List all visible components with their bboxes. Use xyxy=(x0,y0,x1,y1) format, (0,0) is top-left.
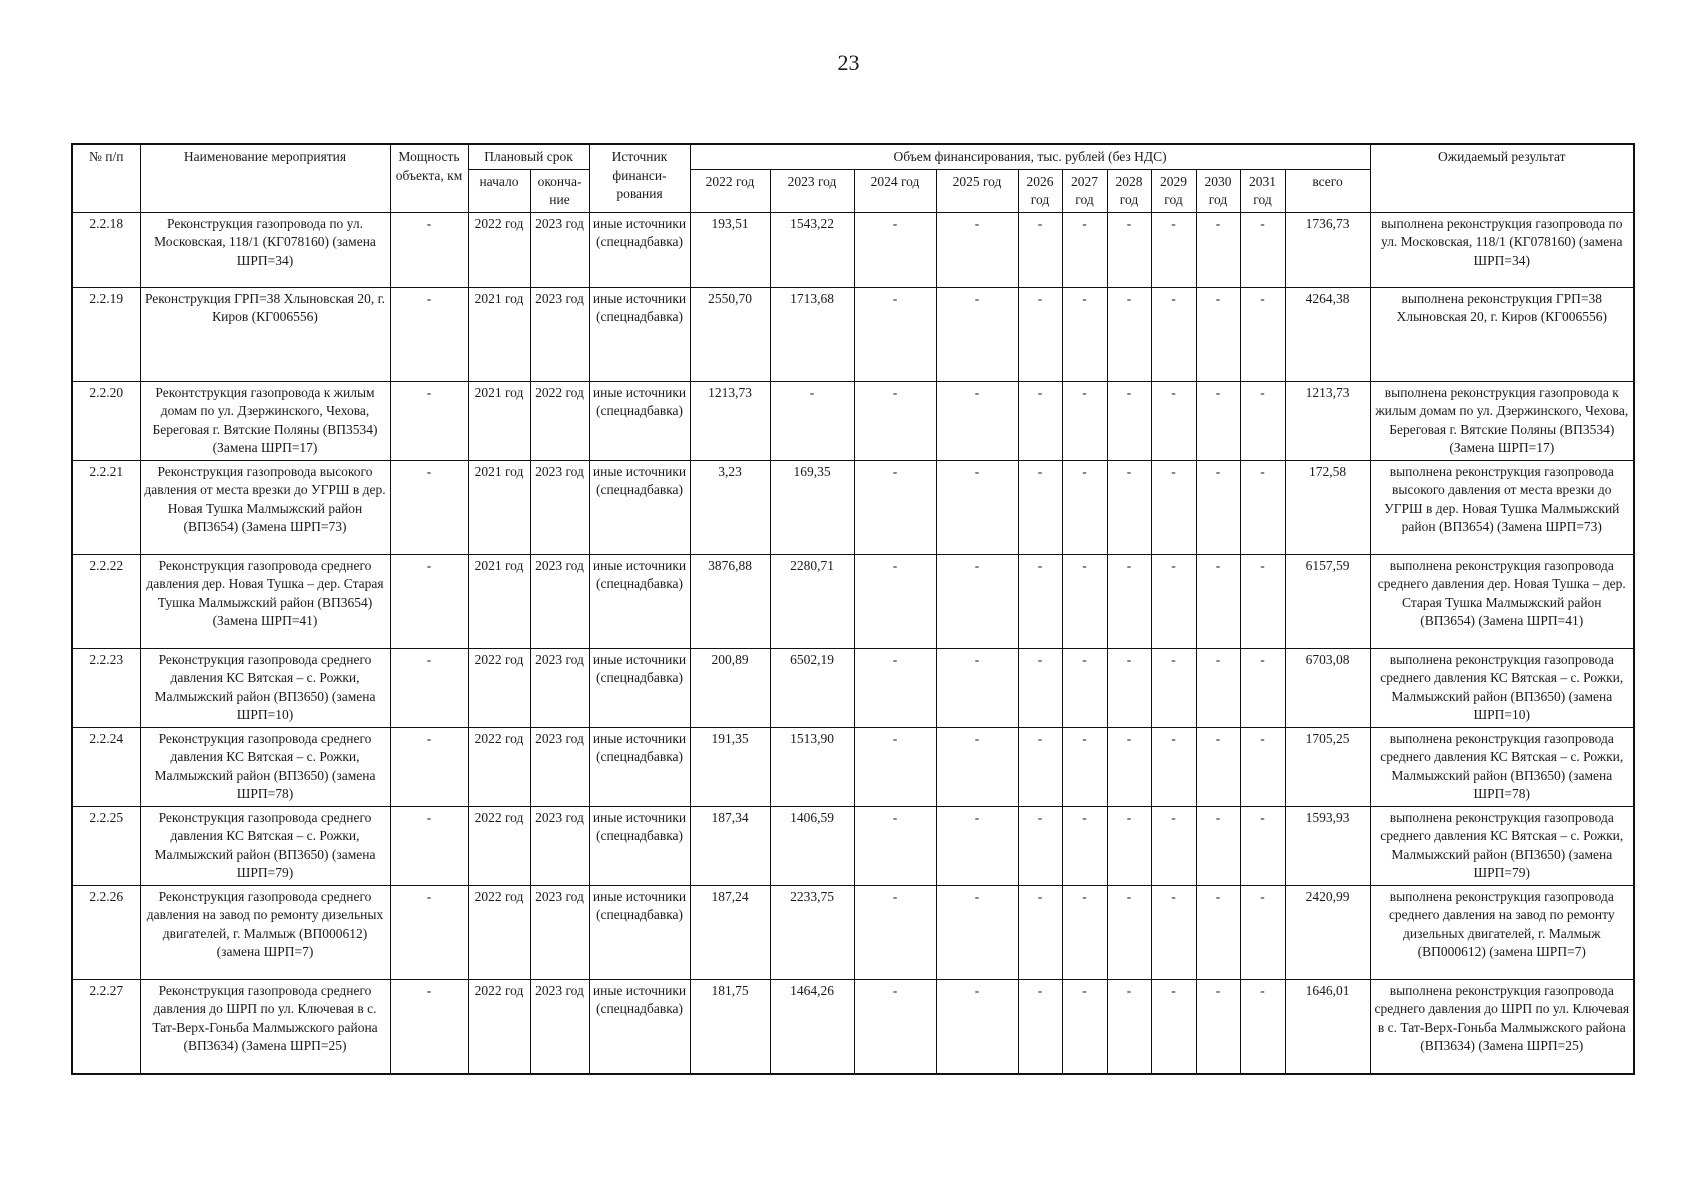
row-year-value: - xyxy=(1062,287,1107,381)
table-row xyxy=(72,648,1634,727)
row-name: Реконструкция газопровода среднего давления КС Вятская – с. Рожки, Малмыжский район (ВП3650) (замена ШРП=10) xyxy=(140,648,390,727)
row-start: 2022 год xyxy=(468,806,530,885)
row-year-value: - xyxy=(1151,287,1196,381)
financing-table xyxy=(71,143,1635,1075)
row-year-value: - xyxy=(854,554,936,648)
row-capacity: - xyxy=(390,979,468,1074)
row-year-value: - xyxy=(1240,287,1285,381)
row-num: 2.2.18 xyxy=(72,212,140,287)
row-end: 2023 год xyxy=(530,727,589,806)
row-total: 1705,25 xyxy=(1285,727,1370,806)
header-year: 2031 год xyxy=(1240,169,1285,212)
row-source: иные источники (спецнадбавка) xyxy=(589,212,690,287)
row-year-value: 187,34 xyxy=(690,806,770,885)
header-volume: Объем финансирования, тыс. рублей (без НДС) xyxy=(690,144,1370,169)
table-row xyxy=(72,212,1634,287)
row-year-value: - xyxy=(1062,381,1107,460)
row-name: Реконструкция газопровода среднего давления до ШРП по ул. Ключевая в с. Тат-Верх-Гоньба Малмыжского района (ВП3634) (Замена ШРП=25) xyxy=(140,979,390,1074)
row-total: 1646,01 xyxy=(1285,979,1370,1074)
row-start: 2022 год xyxy=(468,648,530,727)
header-year: 2026 год xyxy=(1018,169,1062,212)
row-year-value: - xyxy=(1107,212,1151,287)
row-name: Реконструкция ГРП=38 Хлыновская 20, г. Киров (КГ006556) xyxy=(140,287,390,381)
row-year-value: - xyxy=(1062,554,1107,648)
row-source: иные источники (спецнадбавка) xyxy=(589,727,690,806)
row-end: 2023 год xyxy=(530,287,589,381)
row-year-value: - xyxy=(936,287,1018,381)
row-year-value: 1213,73 xyxy=(690,381,770,460)
row-end: 2023 год xyxy=(530,554,589,648)
header-total: всего xyxy=(1285,169,1370,212)
row-year-value: - xyxy=(936,554,1018,648)
row-num: 2.2.26 xyxy=(72,885,140,979)
row-year-value: - xyxy=(854,727,936,806)
row-year-value: - xyxy=(1107,381,1151,460)
header-year: 2030 год xyxy=(1196,169,1240,212)
row-end: 2023 год xyxy=(530,648,589,727)
header-source: Источник финанси-рования xyxy=(589,144,690,212)
row-year-value: - xyxy=(1240,648,1285,727)
row-result: выполнена реконструкция газопровода к жилым домам по ул. Дзержинского, Чехова, Береговая г. Вятские Поляны (ВП3534) (Замена ШРП=17) xyxy=(1370,381,1634,460)
row-year-value: - xyxy=(1107,648,1151,727)
row-year-value: - xyxy=(1018,554,1062,648)
row-capacity: - xyxy=(390,554,468,648)
row-year-value: - xyxy=(1240,381,1285,460)
row-year-value: - xyxy=(936,979,1018,1074)
row-year-value: 181,75 xyxy=(690,979,770,1074)
row-year-value: - xyxy=(1196,381,1240,460)
row-year-value: - xyxy=(1062,885,1107,979)
row-year-value: 200,89 xyxy=(690,648,770,727)
row-year-value: - xyxy=(1151,727,1196,806)
row-start: 2021 год xyxy=(468,381,530,460)
row-result: выполнена реконструкция газопровода среднего давления до ШРП по ул. Ключевая в с. Тат-Верх-Гоньба Малмыжского района (ВП3634) (Замена ШРП=25) xyxy=(1370,979,1634,1074)
row-year-value: - xyxy=(1107,806,1151,885)
row-year-value: - xyxy=(1196,648,1240,727)
row-total: 1593,93 xyxy=(1285,806,1370,885)
row-source: иные источники (спецнадбавка) xyxy=(589,460,690,554)
row-num: 2.2.19 xyxy=(72,287,140,381)
row-year-value: - xyxy=(1062,648,1107,727)
row-year-value: - xyxy=(1196,554,1240,648)
row-year-value: - xyxy=(1151,885,1196,979)
row-year-value: - xyxy=(1240,979,1285,1074)
header-term: Плановый срок xyxy=(468,144,589,169)
row-year-value: - xyxy=(854,885,936,979)
row-num: 2.2.21 xyxy=(72,460,140,554)
row-year-value: - xyxy=(1018,212,1062,287)
row-year-value: - xyxy=(854,806,936,885)
row-year-value: - xyxy=(936,806,1018,885)
table-row xyxy=(72,287,1634,381)
row-year-value: - xyxy=(1240,727,1285,806)
row-year-value: - xyxy=(936,648,1018,727)
row-year-value: - xyxy=(1018,381,1062,460)
row-year-value: - xyxy=(1018,287,1062,381)
row-year-value: - xyxy=(1196,806,1240,885)
row-total: 6703,08 xyxy=(1285,648,1370,727)
row-year-value: - xyxy=(854,648,936,727)
row-year-value: - xyxy=(854,979,936,1074)
row-num: 2.2.25 xyxy=(72,806,140,885)
row-year-value: 2233,75 xyxy=(770,885,854,979)
page-number: 23 xyxy=(837,50,860,75)
row-year-value: - xyxy=(1018,460,1062,554)
header-year: 2028 год xyxy=(1107,169,1151,212)
row-year-value: - xyxy=(1240,212,1285,287)
row-year-value: - xyxy=(1196,727,1240,806)
row-year-value: - xyxy=(1107,287,1151,381)
row-year-value: - xyxy=(936,727,1018,806)
row-start: 2022 год xyxy=(468,885,530,979)
header-capacity: Мощность объекта, км xyxy=(390,144,468,212)
row-year-value: - xyxy=(1018,885,1062,979)
row-capacity: - xyxy=(390,460,468,554)
header-term-end: оконча-ние xyxy=(530,169,589,212)
row-start: 2021 год xyxy=(468,554,530,648)
row-end: 2023 год xyxy=(530,212,589,287)
row-end: 2023 год xyxy=(530,460,589,554)
row-year-value: - xyxy=(1240,885,1285,979)
table-row xyxy=(72,554,1634,648)
row-result: выполнена реконструкция газопровода среднего давления КС Вятская – с. Рожки, Малмыжский район (ВП3650) (замена ШРП=79) xyxy=(1370,806,1634,885)
header-year: 2027 год xyxy=(1062,169,1107,212)
header-year: 2022 год xyxy=(690,169,770,212)
row-year-value: 6502,19 xyxy=(770,648,854,727)
row-year-value: 193,51 xyxy=(690,212,770,287)
row-year-value: 169,35 xyxy=(770,460,854,554)
row-year-value: - xyxy=(1196,212,1240,287)
row-year-value: - xyxy=(1151,554,1196,648)
table-row xyxy=(72,727,1634,806)
row-capacity: - xyxy=(390,885,468,979)
row-capacity: - xyxy=(390,287,468,381)
header-name: Наименование мероприятия xyxy=(140,144,390,212)
row-year-value: - xyxy=(936,460,1018,554)
row-capacity: - xyxy=(390,727,468,806)
row-end: 2023 год xyxy=(530,979,589,1074)
table-row xyxy=(72,460,1634,554)
row-year-value: - xyxy=(1062,212,1107,287)
row-year-value: - xyxy=(1062,806,1107,885)
row-end: 2022 год xyxy=(530,381,589,460)
row-year-value: 1513,90 xyxy=(770,727,854,806)
row-total: 1736,73 xyxy=(1285,212,1370,287)
row-year-value: - xyxy=(1062,460,1107,554)
row-source: иные источники (спецнадбавка) xyxy=(589,806,690,885)
row-name: Реконтструкция газопровода к жилым домам по ул. Дзержинского, Чехова, Береговая г. Вятские Поляны (ВП3534) (Замена ШРП=17) xyxy=(140,381,390,460)
row-year-value: - xyxy=(1151,212,1196,287)
row-year-value: 191,35 xyxy=(690,727,770,806)
row-total: 4264,38 xyxy=(1285,287,1370,381)
row-num: 2.2.23 xyxy=(72,648,140,727)
row-year-value: - xyxy=(1062,727,1107,806)
row-year-value: - xyxy=(1196,287,1240,381)
row-year-value: - xyxy=(1018,806,1062,885)
row-start: 2022 год xyxy=(468,979,530,1074)
row-total: 2420,99 xyxy=(1285,885,1370,979)
table-row xyxy=(72,979,1634,1074)
row-year-value: - xyxy=(854,460,936,554)
header-term-start: начало xyxy=(468,169,530,212)
row-name: Реконструкция газопровода среднего давления дер. Новая Тушка – дер. Старая Тушка Малмыжский район (ВП3654) (Замена ШРП=41) xyxy=(140,554,390,648)
row-result: выполнена реконструкция газопровода среднего давления на завод по ремонту дизельных двигателей, г. Малмыж (ВП000612) (замена ШРП=7) xyxy=(1370,885,1634,979)
header-result: Ожидаемый результат xyxy=(1370,144,1634,212)
row-year-value: 187,24 xyxy=(690,885,770,979)
row-result: выполнена реконструкция газопровода среднего давления дер. Новая Тушка – дер. Старая Тушка Малмыжский район (ВП3654) (Замена ШРП=41) xyxy=(1370,554,1634,648)
row-start: 2021 год xyxy=(468,287,530,381)
table-row xyxy=(72,806,1634,885)
row-year-value: - xyxy=(854,212,936,287)
row-year-value: - xyxy=(1018,648,1062,727)
row-result: выполнена реконструкция газопровода среднего давления КС Вятская – с. Рожки, Малмыжский район (ВП3650) (замена ШРП=78) xyxy=(1370,727,1634,806)
row-year-value: - xyxy=(936,381,1018,460)
row-year-value: - xyxy=(854,287,936,381)
row-source: иные источники (спецнадбавка) xyxy=(589,979,690,1074)
row-year-value: 1406,59 xyxy=(770,806,854,885)
row-year-value: - xyxy=(1196,460,1240,554)
row-year-value: - xyxy=(1107,885,1151,979)
row-year-value: - xyxy=(1151,979,1196,1074)
row-year-value: - xyxy=(1151,806,1196,885)
row-year-value: - xyxy=(854,381,936,460)
row-year-value: 1464,26 xyxy=(770,979,854,1074)
header-year: 2023 год xyxy=(770,169,854,212)
row-name: Реконструкция газопровода высокого давления от места врезки до УГРШ в дер. Новая Тушка Малмыжский район (ВП3654) (Замена ШРП=73) xyxy=(140,460,390,554)
row-start: 2022 год xyxy=(468,212,530,287)
row-year-value: - xyxy=(1018,727,1062,806)
row-year-value: 2550,70 xyxy=(690,287,770,381)
row-year-value: - xyxy=(1196,885,1240,979)
row-year-value: - xyxy=(1107,460,1151,554)
row-year-value: 3876,88 xyxy=(690,554,770,648)
row-num: 2.2.20 xyxy=(72,381,140,460)
row-year-value: 3,23 xyxy=(690,460,770,554)
row-year-value: - xyxy=(1151,460,1196,554)
row-capacity: - xyxy=(390,212,468,287)
row-source: иные источники (спецнадбавка) xyxy=(589,554,690,648)
row-year-value: - xyxy=(1107,727,1151,806)
row-year-value: - xyxy=(1107,979,1151,1074)
row-source: иные источники (спецнадбавка) xyxy=(589,287,690,381)
header-year: 2025 год xyxy=(936,169,1018,212)
row-end: 2023 год xyxy=(530,806,589,885)
row-year-value: 1713,68 xyxy=(770,287,854,381)
row-num: 2.2.22 xyxy=(72,554,140,648)
row-end: 2023 год xyxy=(530,885,589,979)
row-year-value: 2280,71 xyxy=(770,554,854,648)
row-total: 172,58 xyxy=(1285,460,1370,554)
table-row xyxy=(72,885,1634,979)
row-year-value: - xyxy=(1018,979,1062,1074)
row-year-value: - xyxy=(936,885,1018,979)
row-capacity: - xyxy=(390,806,468,885)
row-name: Реконструкция газопровода по ул. Московская, 118/1 (КГ078160) (замена ШРП=34) xyxy=(140,212,390,287)
row-capacity: - xyxy=(390,381,468,460)
row-result: выполнена реконструкция газопровода высокого давления от места врезки до УГРШ в дер. Новая Тушка Малмыжский район (ВП3654) (Замена ШРП=73) xyxy=(1370,460,1634,554)
row-year-value: - xyxy=(1240,460,1285,554)
row-year-value: - xyxy=(1240,806,1285,885)
row-name: Реконструкция газопровода среднего давления КС Вятская – с. Рожки, Малмыжский район (ВП3650) (замена ШРП=78) xyxy=(140,727,390,806)
row-source: иные источники (спецнадбавка) xyxy=(589,648,690,727)
table-row xyxy=(72,381,1634,460)
row-source: иные источники (спецнадбавка) xyxy=(589,381,690,460)
row-year-value: 1543,22 xyxy=(770,212,854,287)
row-name: Реконструкция газопровода среднего давления на завод по ремонту дизельных двигателей, г. Малмыж (ВП000612) (замена ШРП=7) xyxy=(140,885,390,979)
row-name: Реконструкция газопровода среднего давления КС Вятская – с. Рожки, Малмыжский район (ВП3650) (замена ШРП=79) xyxy=(140,806,390,885)
row-year-value: - xyxy=(936,212,1018,287)
row-year-value: - xyxy=(1240,554,1285,648)
row-year-value: - xyxy=(1107,554,1151,648)
row-year-value: - xyxy=(1196,979,1240,1074)
header-num: № п/п xyxy=(72,144,140,212)
row-start: 2022 год xyxy=(468,727,530,806)
row-total: 6157,59 xyxy=(1285,554,1370,648)
row-num: 2.2.24 xyxy=(72,727,140,806)
row-start: 2021 год xyxy=(468,460,530,554)
row-result: выполнена реконструкция газопровода по ул. Московская, 118/1 (КГ078160) (замена ШРП=34) xyxy=(1370,212,1634,287)
row-capacity: - xyxy=(390,648,468,727)
row-num: 2.2.27 xyxy=(72,979,140,1074)
row-year-value: - xyxy=(1062,979,1107,1074)
header-year: 2029 год xyxy=(1151,169,1196,212)
row-year-value: - xyxy=(1151,381,1196,460)
row-year-value: - xyxy=(770,381,854,460)
row-year-value: - xyxy=(1151,648,1196,727)
row-total: 1213,73 xyxy=(1285,381,1370,460)
row-result: выполнена реконструкция газопровода среднего давления КС Вятская – с. Рожки, Малмыжский район (ВП3650) (замена ШРП=10) xyxy=(1370,648,1634,727)
row-result: выполнена реконструкция ГРП=38 Хлыновская 20, г. Киров (КГ006556) xyxy=(1370,287,1634,381)
header-year: 2024 год xyxy=(854,169,936,212)
row-source: иные источники (спецнадбавка) xyxy=(589,885,690,979)
